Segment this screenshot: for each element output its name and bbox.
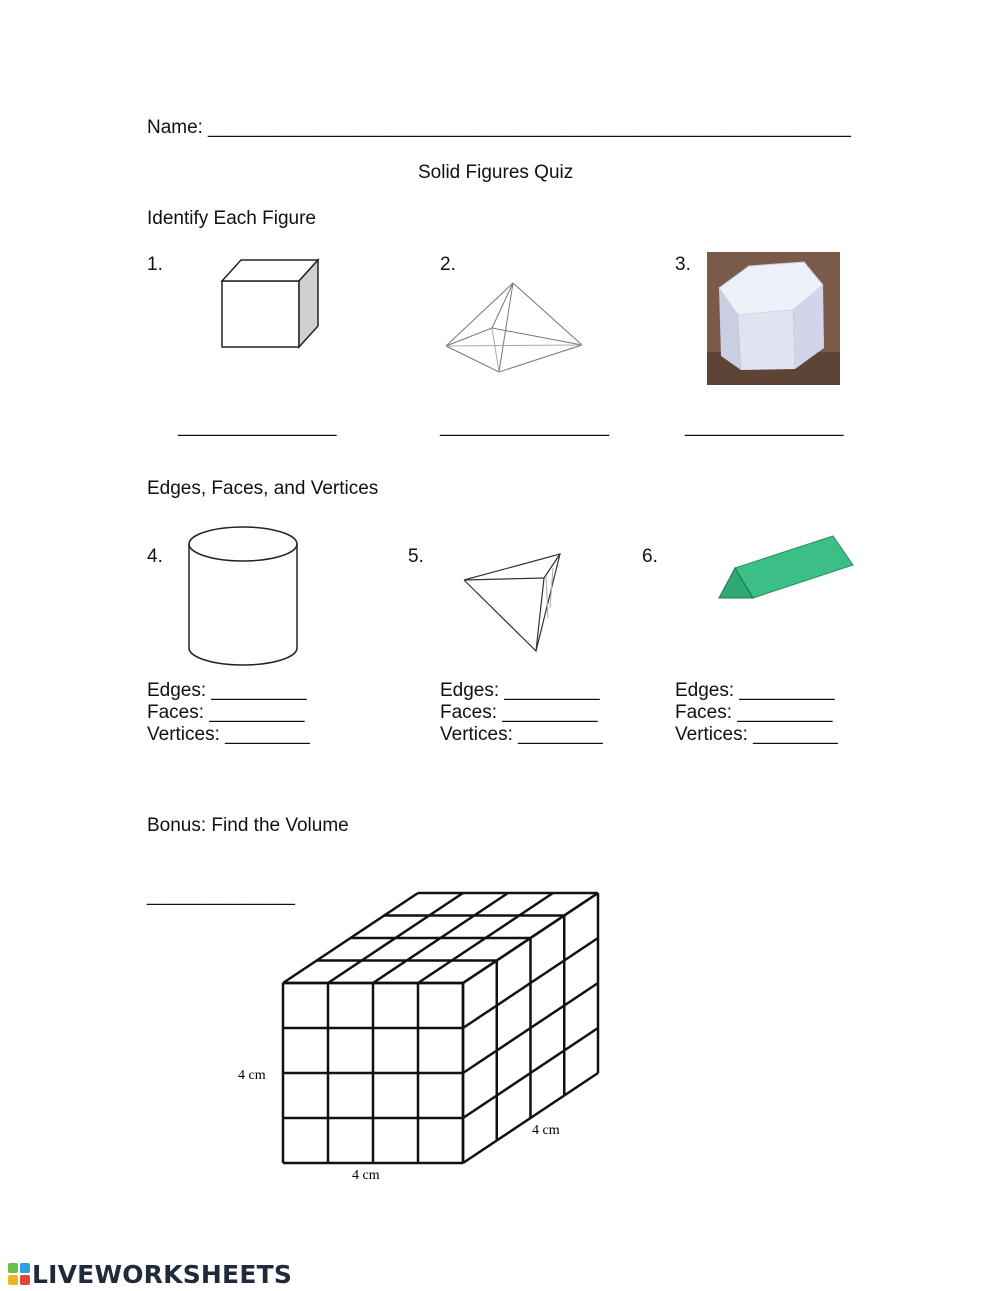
liveworksheets-logo-icon — [8, 1263, 30, 1285]
liveworksheets-logo[interactable] — [8, 1258, 292, 1290]
section-heading-identify: Identify Each Figure — [147, 208, 316, 229]
bonus-answer-blank[interactable]: ______________ — [147, 885, 295, 906]
section-heading-edges-faces-vertices: Edges, Faces, and Vertices — [147, 478, 379, 499]
faces-blank-4[interactable]: Faces: _________ — [147, 702, 305, 723]
cube-figure — [215, 252, 325, 354]
faces-blank-6[interactable]: Faces: _________ — [675, 702, 833, 723]
vertices-blank-5[interactable]: Vertices: ________ — [440, 724, 603, 745]
answer-blank-1[interactable]: _______________ — [178, 416, 337, 437]
depth-label: 4 cm — [532, 1123, 560, 1138]
page-title: Solid Figures Quiz — [418, 162, 574, 183]
edges-blank-4[interactable]: Edges: _________ — [147, 680, 307, 701]
name-blank[interactable]: ____________________________________________________________ — [208, 117, 852, 138]
pentagonal-prism-photo — [707, 252, 840, 385]
cylinder-figure — [183, 522, 305, 670]
square-pyramid-figure — [442, 278, 587, 378]
question-number-5: 5. — [408, 546, 424, 567]
faces-blank-5[interactable]: Faces: _________ — [440, 702, 598, 723]
answer-blank-2[interactable]: ________________ — [440, 416, 610, 437]
question-number-3: 3. — [675, 254, 691, 275]
edges-blank-6[interactable]: Edges: _________ — [675, 680, 835, 701]
triangular-pyramid-figure — [458, 548, 568, 656]
question-number-1: 1. — [147, 254, 163, 275]
edges-blank-5[interactable]: Edges: _________ — [440, 680, 600, 701]
question-number-4: 4. — [147, 546, 163, 567]
name-label: Name: — [147, 117, 203, 138]
width-label: 4 cm — [352, 1168, 380, 1183]
volume-cube-figure — [230, 885, 610, 1185]
question-number-6: 6. — [642, 546, 658, 567]
height-label: 4 cm — [238, 1068, 266, 1083]
section-heading-bonus: Bonus: Find the Volume — [147, 815, 349, 836]
vertices-blank-6[interactable]: Vertices: ________ — [675, 724, 838, 745]
liveworksheets-logo-text: LIVEWORKSHEETS — [32, 1259, 293, 1289]
vertices-blank-4[interactable]: Vertices: ________ — [147, 724, 310, 745]
answer-blank-3[interactable]: _______________ — [685, 416, 844, 437]
question-number-2: 2. — [440, 254, 456, 275]
triangular-prism-figure — [715, 530, 860, 605]
